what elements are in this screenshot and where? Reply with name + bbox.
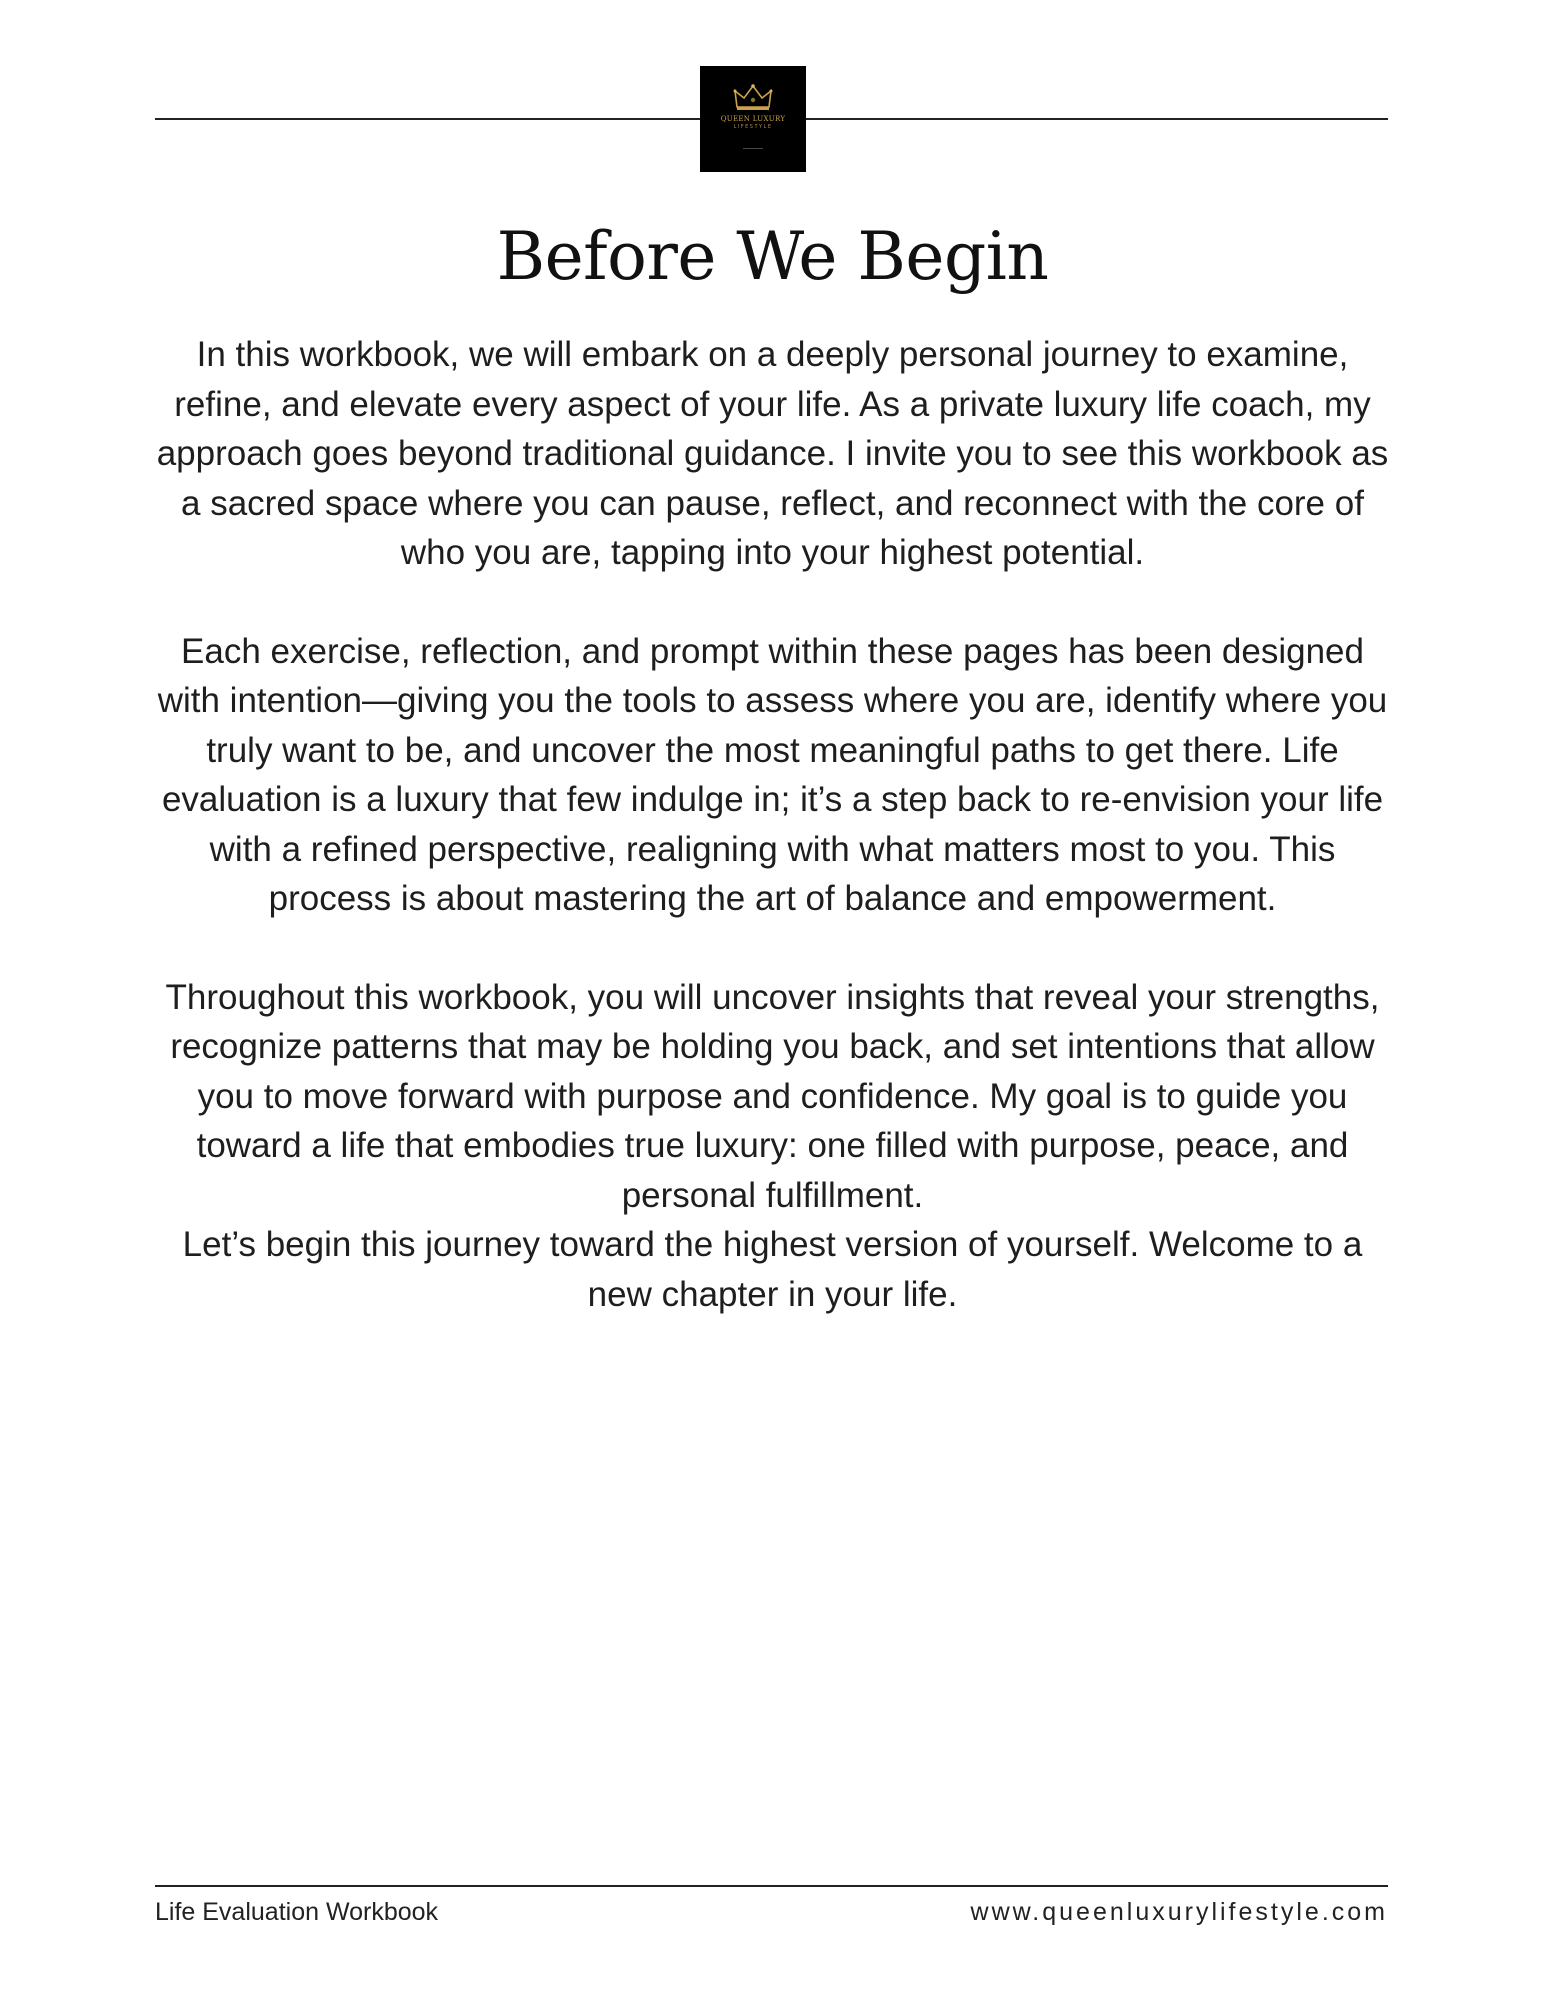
paragraph-insights: Throughout this workbook, you will uncover insights that reveal your strengths, recognize patterns that may be holding you back, and set intentions that allow you to move forward with purpose and confidence. My goal is to guide you toward a life that embodies true luxury: one filled with purpose, peace, and personal fulfillment. — [165, 977, 1380, 1215]
paragraph-exercises: Each exercise, reflection, and prompt within these pages has been designed with intention—giving you the tools to assess where you are, identify where you truly want to be, and uncover the most meaningful paths to get there. Life evaluation is a luxury that few indulge in; it’s a step back to re-envision your life with a refined perspective, realigning with what matters most to you. This process is about mastering the art of balance and empowerment. — [157, 631, 1388, 918]
footer-workbook-title: Life Evaluation Workbook — [155, 1898, 439, 1926]
page-title: Before We Begin — [496, 218, 1049, 295]
logo-underline — [743, 148, 763, 149]
crown-icon — [733, 83, 773, 113]
logo-tagline: LIFESTYLE — [733, 124, 773, 130]
brand-logo — [700, 66, 806, 172]
paragraph-closing: Let’s begin this journey toward the highest version of yourself. Welcome to a new chapter in your life. — [182, 1225, 1363, 1314]
intro-body — [150, 330, 1395, 1319]
logo-wordmark: QUEEN LUXURY — [720, 115, 786, 123]
footer-website: www.queenluxurylifestyle.com — [970, 1898, 1388, 1926]
footer-divider — [155, 1885, 1388, 1887]
paragraph-intro: In this workbook, we will embark on a deeply personal journey to examine, refine, and elevate every aspect of your life. As a private luxury life coach, my approach goes beyond traditional guidance. I invite you to see this workbook as a sacred space where you can pause, reflect, and reconnect with the core of who you are, tapping into your highest potential. — [156, 335, 1389, 572]
